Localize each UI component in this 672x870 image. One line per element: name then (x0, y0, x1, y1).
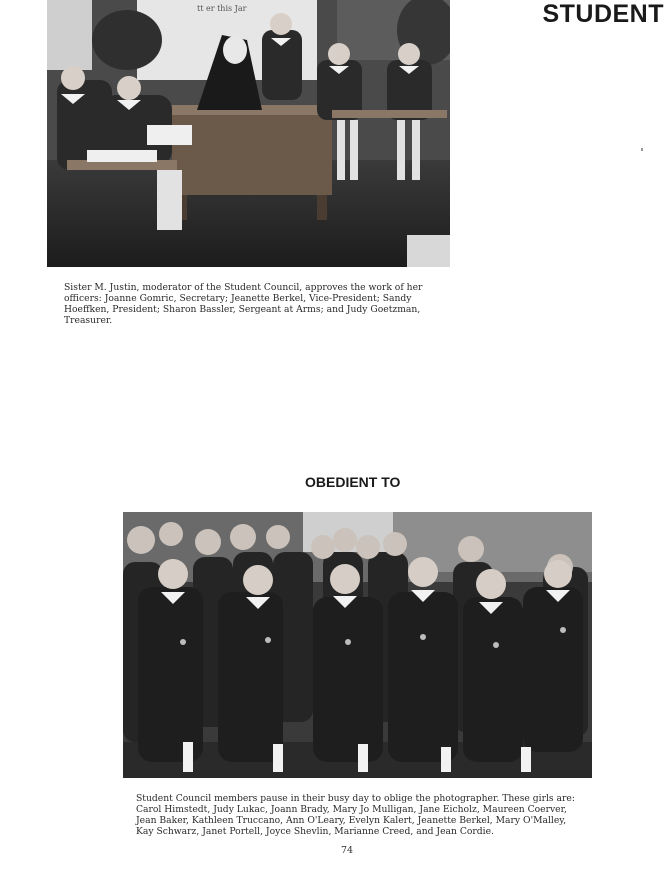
officers-photo-caption: Sister M. Justin, moderator of the Student Council, approves the work of her officers: Joanne Gomric, Secretary; Jeanette Berkel, Vice-President; Sandy Hoeffken, President; Sharon Bassler, Sergeant at Arms; and Judy Goetzman, Treasurer. (64, 282, 423, 326)
bulletin-board-text: tt er this Jar (197, 4, 247, 13)
officers-photo (47, 0, 450, 267)
scan-mark (641, 148, 643, 151)
section-heading-obedient-to: OBEDIENT TO (305, 474, 401, 490)
page-number: 74 (341, 845, 354, 856)
council-members-caption: Student Council members pause in their busy day to oblige the photographer. These girls are: Carol Himstedt, Judy Lukac, Joann Brady, Mary Jo Mulligan, Jane Eicholz, Maureen Coerver, Jean Baker, Kathleen Truccano, Ann O'Leary, Evelyn Kalert, Jeanette Berkel, Mary O'Malley, Kay Schwarz, Janet Portell, Joyce Shevlin, Marianne Creed, and Jean Cordie. (136, 793, 575, 837)
section-heading-student: STUDENT (542, 0, 664, 28)
council-members-photo (123, 512, 592, 778)
